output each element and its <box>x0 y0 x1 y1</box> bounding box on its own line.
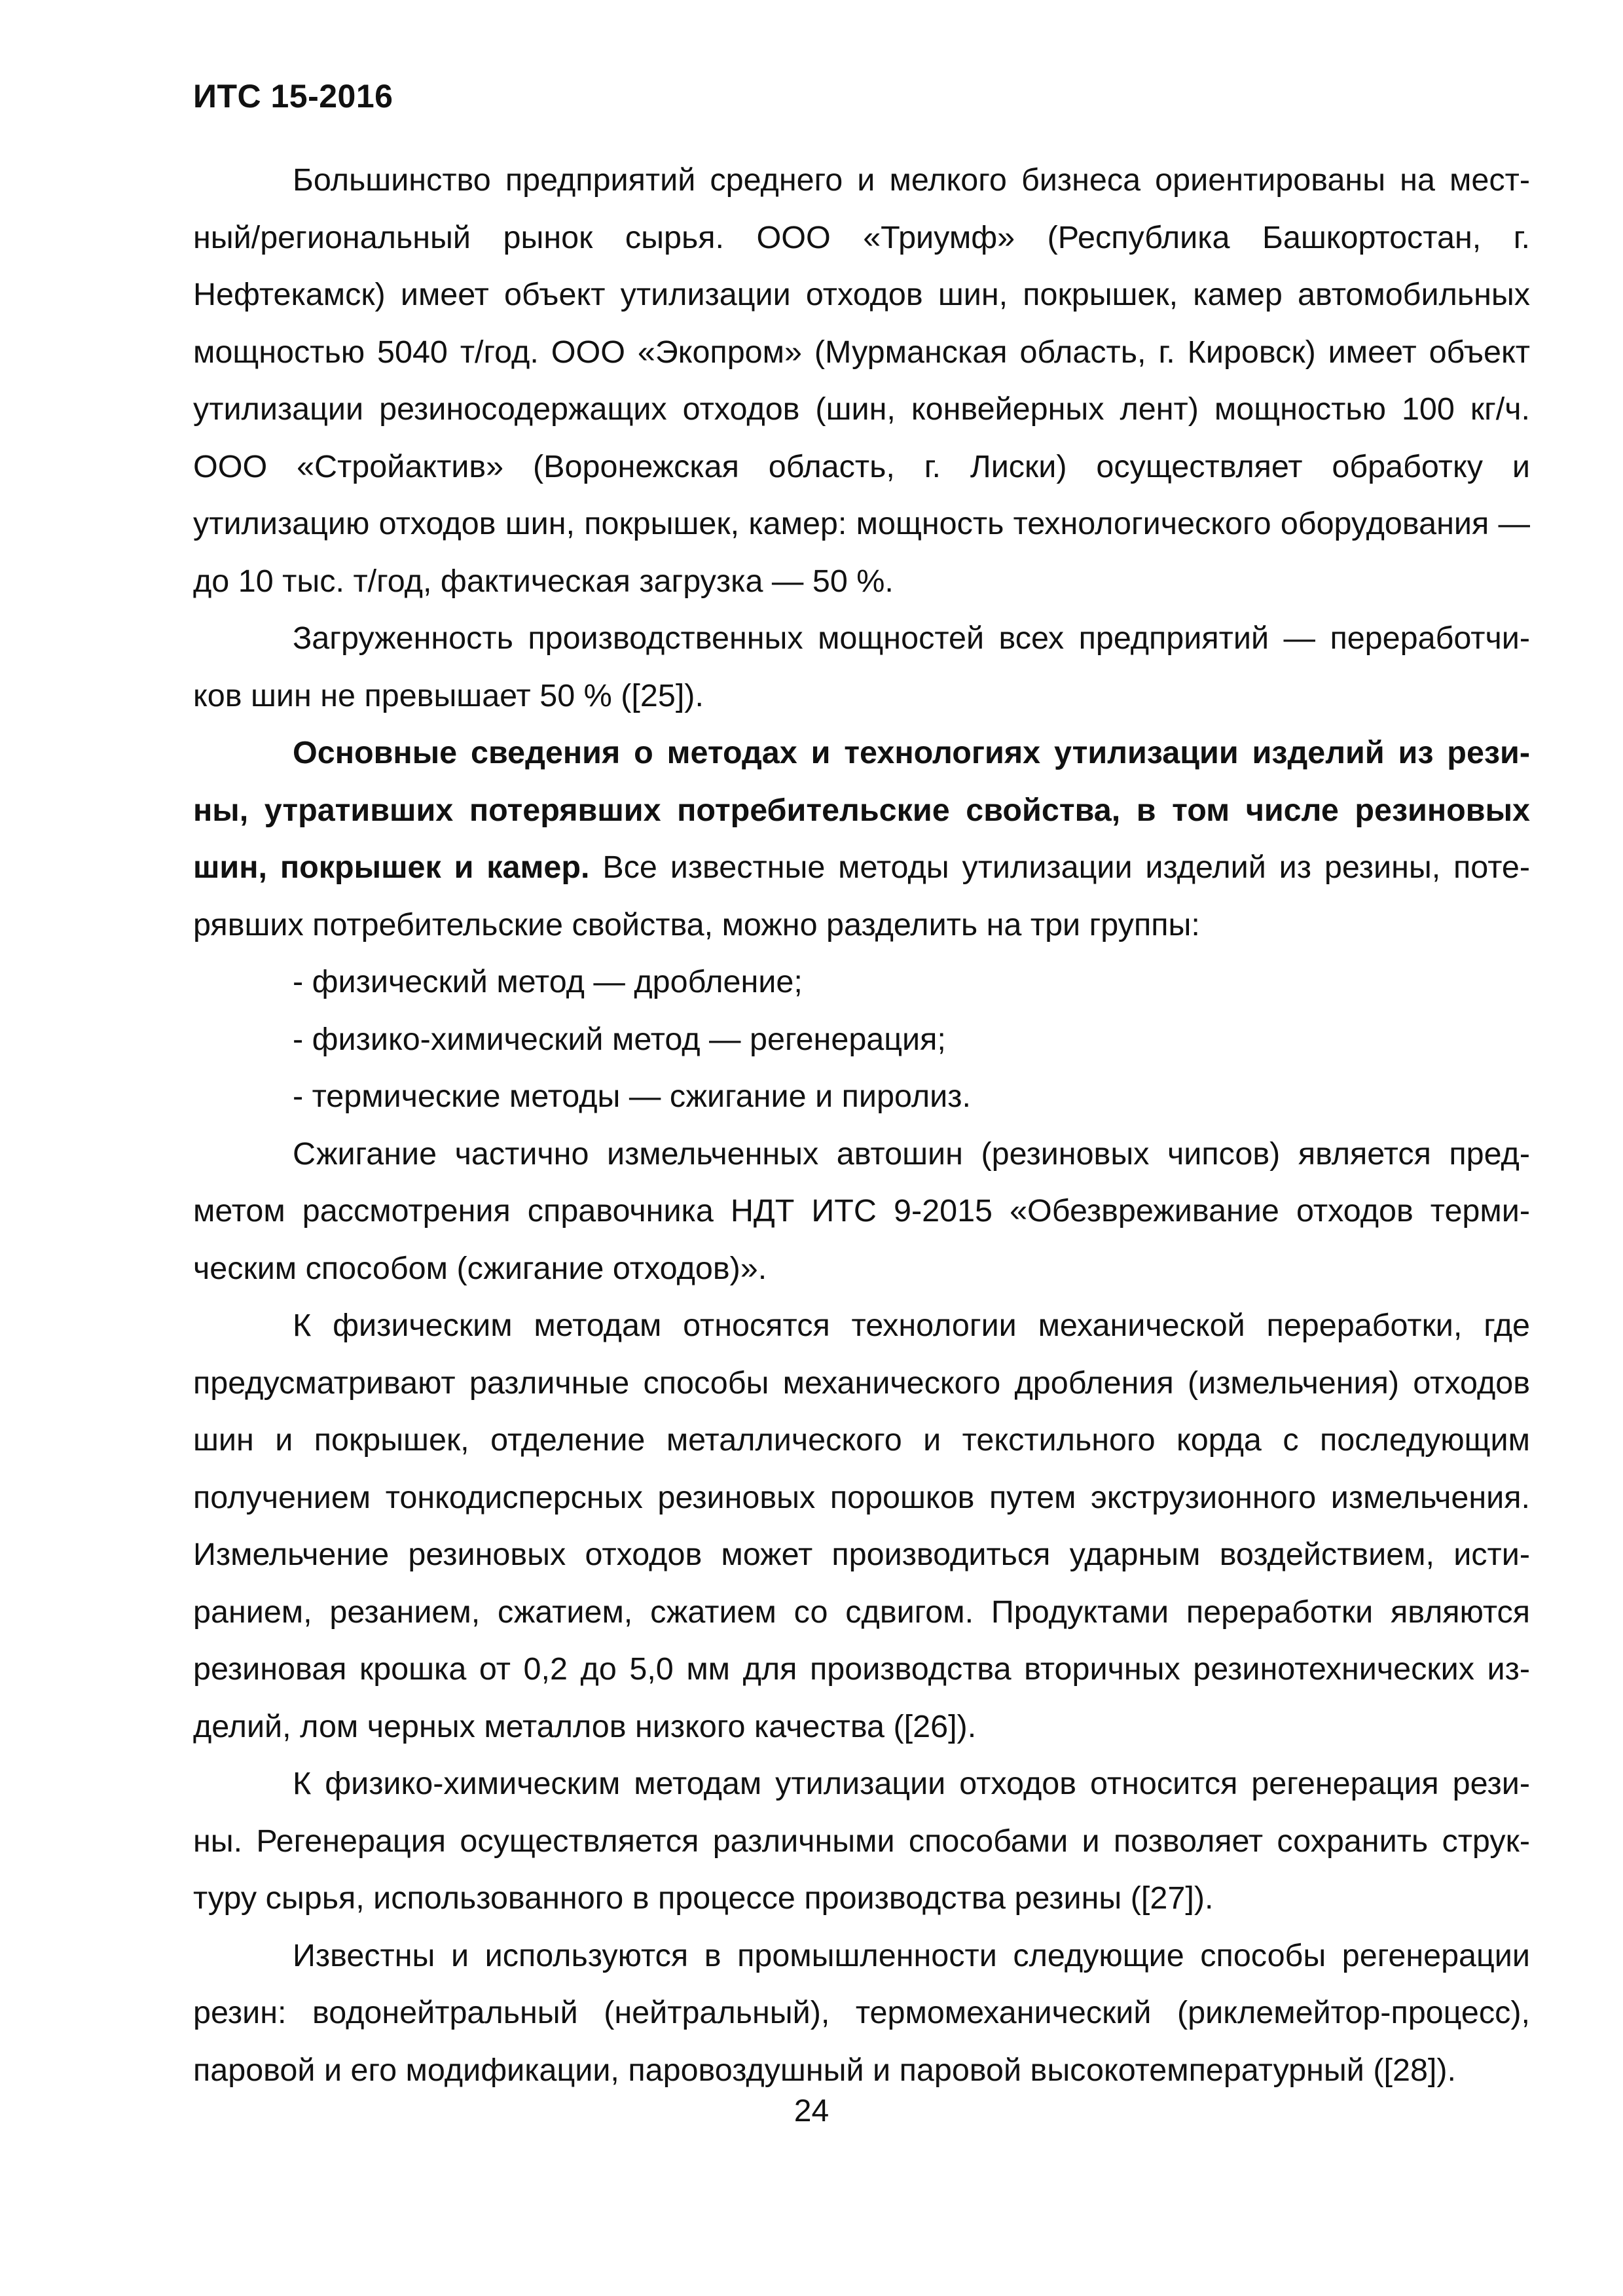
paragraph-physicochemical-methods: К физико-химическим методам утилизации отходов относится регенерация резины. Регенерация осуществляется различными способами и позволяет сохранить структуру сырья, использованного в процессе производства резины ([27]). <box>193 1766 1530 1916</box>
document-body <box>193 152 1530 2099</box>
paragraph-incineration: Сжигание частично измельченных автошин (резиновых чипсов) является предметом рассмотрения справочника НДТ ИТС 9-2015 «Обезвреживание отходов термическим способом (сжигание отходов)». <box>193 1136 1530 1286</box>
list-item: - физико-химический метод — регенерация; <box>293 1021 946 1057</box>
list-item: - термические методы — сжигание и пиролиз. <box>293 1079 971 1114</box>
paragraph-regeneration-methods: Известны и используются в промышленности следующие способы регенерации резин: водонейтральный (нейтральный), термомеханический (риклемейтор-процесс), паровой и его модификации, паровоздушный и паровой высокотемпературный ([28]). <box>193 1937 1530 2088</box>
paragraph-physical-methods: К физическим методам относятся технологии механической переработки, где предусматривают различные способы механического дробления (измельчения) отходов шин и покрышек, отделение металлического и текстильного корда с последующим получением тонкодисперсных резиновых порошков путем экструзионного измельчения. Измельчение резиновых отходов может производиться ударным воздействием, истиранием, резанием, сжатием, сжатием со сдвигом. Продуктами переработки являются резиновая крошка от 0,2 до 5,0 мм для производства вторичных резинотехнических изделий, лом черных металлов низкого качества ([26]). <box>193 1308 1530 1744</box>
paragraph-enterprises: Большинство предприятий среднего и мелкого бизнеса ориентированы на местный/региональный рынок сырья. ООО «Триумф» (Республика Башкортостан, г. Нефтекамск) имеет объект утилизации отходов шин, покрышек, камер автомобильных мощностью 5040 т/год. ООО «Экопром» (Мурманская область, г. Кировск) имеет объект утилизации резиносодержащих отходов (шин, конвейерных лент) мощностью 100 кг/ч. ООО «Стройактив» (Воронежская область, г. Лиски) осуществляет обработку и утилизацию отходов шин, покрышек, камер: мощность технологического оборудования — до 10 тыс. т/год, фактическая загрузка — 50 %. <box>193 162 1530 599</box>
section-lead-heading: Основные сведения о методах и технологиях утилизации изделий из резины, утративших потерявших потребительские свойства, в том числе резиновых шин, покрышек и камер. <box>193 735 1530 885</box>
document-code-header: ИТС 15-2016 <box>193 78 393 115</box>
paragraph-methods-overview <box>193 725 1530 954</box>
page-number: 24 <box>793 2094 830 2128</box>
list-item: - физический метод — дробление; <box>293 964 803 999</box>
paragraph-methods-text: Все известные методы утилизации изделий из резины, потерявших потребительские свойства, можно разделить на три группы: <box>193 850 1530 942</box>
paragraph-capacity-load: Загруженность производственных мощностей всех предприятий — переработчиков шин не превышает 50 % ([25]). <box>193 620 1530 713</box>
